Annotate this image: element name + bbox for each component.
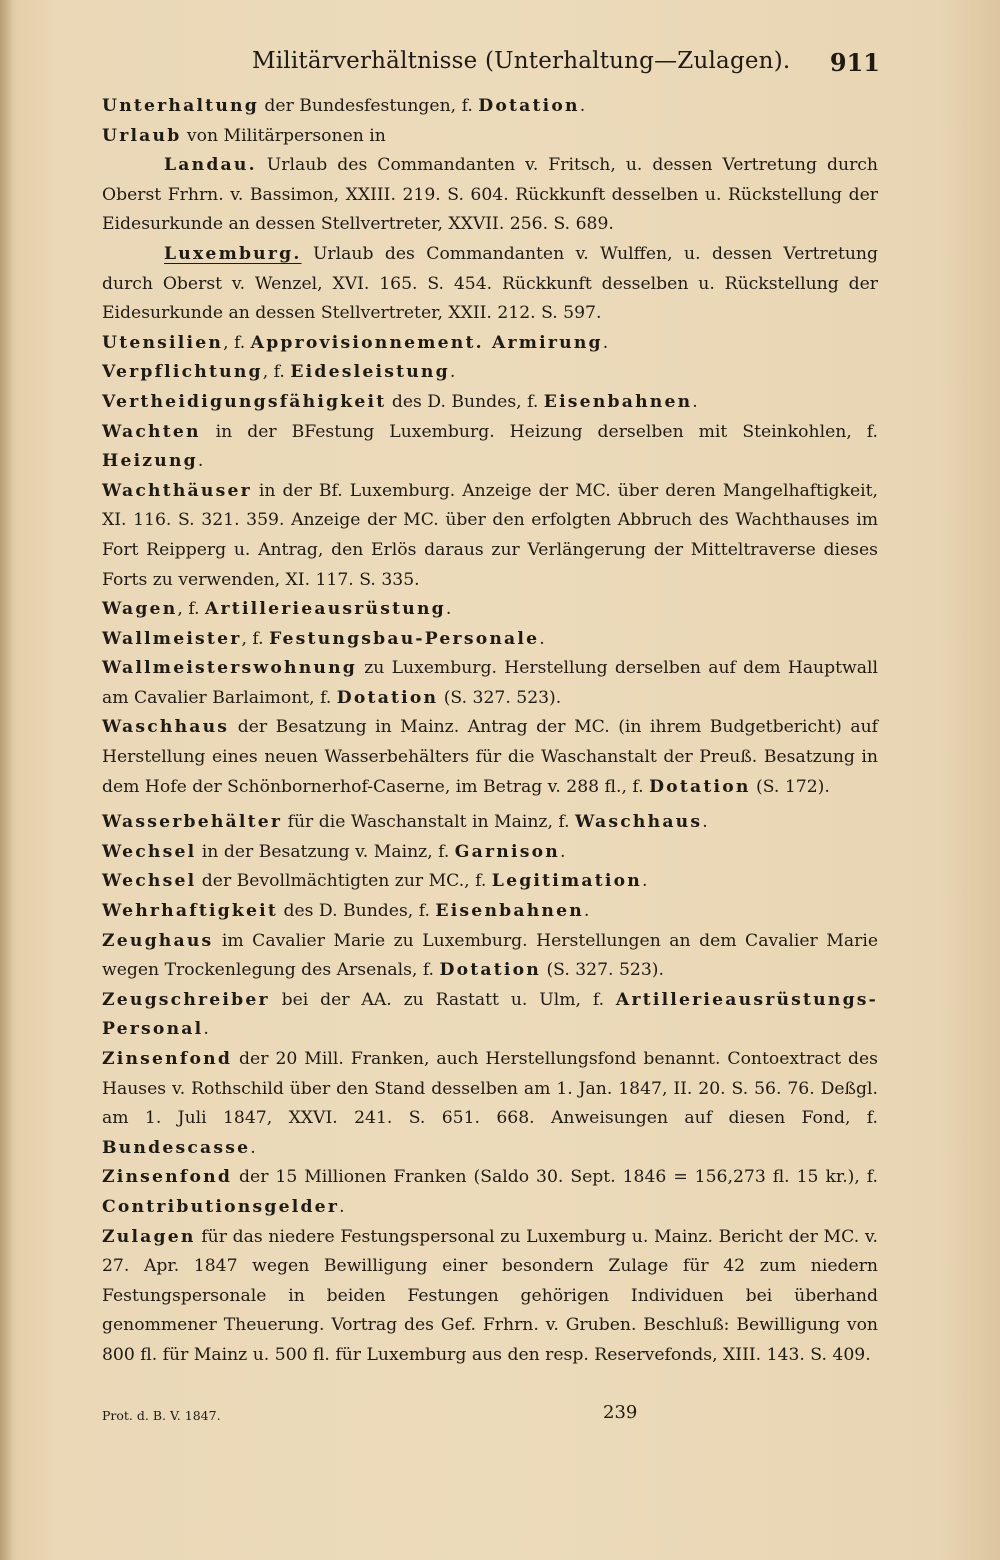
index-entry: [102, 1163, 878, 1222]
entry-tail: .: [339, 1196, 345, 1217]
index-entry: [102, 1045, 878, 1163]
cross-reference: Bundescasse: [102, 1137, 251, 1158]
entry-tail: (S. 327. 523).: [438, 687, 562, 708]
cross-reference: Approvisionnement. Armirung: [250, 332, 603, 353]
cross-reference: Artillerieausrüstungs-Personal: [102, 989, 878, 1040]
entry-tail: .: [692, 391, 698, 412]
index-subentry: [102, 240, 878, 329]
cross-reference: Dotation: [649, 776, 751, 797]
entry-keyword: Wachthäuser: [102, 480, 252, 501]
entry-keyword: Wagen: [102, 599, 178, 620]
entry-tail: .: [449, 362, 456, 383]
entry-keyword: Zulagen: [102, 1226, 196, 1247]
entry-keyword: Urlaub: [102, 125, 182, 146]
index-entry: [102, 654, 878, 713]
entry-keyword: Wallmeister: [102, 628, 242, 649]
index-entry: [102, 358, 878, 388]
entry-keyword: Wachten: [102, 421, 201, 442]
index-entry: [102, 92, 878, 122]
entry-text: , f.: [262, 362, 291, 383]
entry-text: Urlaub des Commandanten v. Wulffen, u. dessen Vertretung durch Oberst v. Wenzel, XVI. 165. S. 454. Rückkunft desselben u. Rückstellung der Eidesurkunde an dessen Stellvertreter, XXII. 212. S. 597.: [102, 243, 878, 324]
gutter-shadow: [0, 0, 14, 1560]
entry-text: bei der AA. zu Rastatt u. Ulm, f.: [269, 989, 616, 1010]
index-entry: [102, 329, 878, 359]
cross-reference: Contributionsgelder: [102, 1196, 340, 1217]
entry-text: in der Besatzung v. Mainz, f.: [196, 841, 455, 862]
entry-tail: .: [539, 628, 545, 649]
cross-reference: Eidesleistung: [290, 362, 450, 383]
entry-keyword: Wechsel: [102, 841, 197, 862]
entry-tail: .: [445, 599, 452, 620]
subentry-keyword: Landau.: [164, 155, 257, 176]
entry-text: , f.: [177, 599, 206, 620]
entry-tail: .: [583, 901, 590, 922]
index-entry: [102, 897, 878, 927]
index-entry: [102, 867, 878, 897]
entry-text: der 20 Mill. Franken, auch Herstellungsfond benannt. Contoextract des Hauses v. Rothschild über den Stand desselben am 1. Jan. 1847, II. 20. S. 56. 76. Deßgl. am 1. Juli 1847, XXVI. 241. S. 651. 668. Anweisungen auf diesen Fond, f.: [102, 1049, 878, 1129]
entry-keyword: Vertheidigungsfähigkeit: [102, 391, 387, 412]
index-subentry: [102, 151, 878, 240]
cross-reference: Eisenbahnen: [435, 901, 584, 922]
entry-text: in der BFestung Luxemburg. Heizung derselben mit Steinkohlen, f.: [200, 421, 878, 442]
entry-text: der 15 Millionen Franken (Saldo 30. Sept. 1846 = 156,273 fl. 15 kr.), f.: [232, 1167, 878, 1188]
entry-tail: (S. 172).: [750, 776, 830, 797]
index-entry: [102, 927, 878, 986]
index-entry: [102, 122, 878, 152]
entry-text: , f.: [223, 332, 251, 353]
index-entries: [102, 92, 878, 1371]
entry-keyword: Utensilien: [102, 332, 224, 353]
cross-reference: Dotation: [439, 960, 541, 981]
index-entry: [102, 477, 878, 595]
page-number: 911: [829, 48, 880, 77]
index-entry: [102, 986, 878, 1045]
entry-keyword: Wechsel: [102, 871, 197, 892]
cross-reference: Festungsbau-Personale: [269, 628, 540, 649]
subentry-keyword: Luxemburg.: [164, 243, 302, 264]
entry-text: von Militärpersonen in: [181, 125, 386, 146]
cross-reference: Artillerieausrüstung: [205, 599, 446, 620]
entry-text: des D. Bundes, f.: [278, 901, 436, 922]
page-header: [100, 48, 880, 84]
entry-text: der Bundesfestungen, f.: [258, 96, 479, 116]
signature-mark: 239: [603, 1402, 638, 1423]
entry-text: für die Waschanstalt in Mainz, f.: [282, 812, 576, 833]
index-entry: [102, 595, 878, 625]
entry-text: Urlaub des Commandanten v. Fritsch, u. dessen Vertretung durch Oberst Frhrn. v. Bassimon, XXIII. 219. S. 604. Rückkunft desselben u. Rückstellung der Eidesurkunde an dessen Stellvertreter, XXVII. 256. S. 689.: [102, 155, 878, 235]
entry-keyword: Unterhaltung: [102, 96, 259, 116]
index-entry: [102, 625, 878, 655]
entry-keyword: Wehrhaftigkeit: [102, 901, 279, 922]
index-entry: [102, 808, 878, 838]
entry-text: in der Bf. Luxemburg. Anzeige der MC. über deren Mangelhaftigkeit, XI. 116. S. 321. 359. Anzeige der MC. über den erfolgten Abbruch des Wachthauses im Fort Reipperg u. Antrag, den Erlös daraus zur Verlängerung der Mitteltraverse dieses Forts zu verwenden, XI. 117. S. 335.: [102, 480, 878, 590]
index-entry: [102, 388, 878, 418]
entry-tail: .: [203, 1019, 209, 1040]
cross-reference: Dotation: [478, 96, 580, 116]
cross-reference: Legitimation: [491, 871, 642, 892]
cross-reference: Eisenbahnen: [543, 391, 693, 412]
entry-tail: .: [197, 451, 204, 472]
entry-keyword: Zinsenfond: [102, 1167, 233, 1188]
page-footer: [102, 1402, 878, 1430]
entry-keyword: Waschhaus: [102, 717, 230, 738]
index-entry: [102, 1223, 878, 1371]
running-head: Militärverhältnisse (Unterhaltung—Zulagen).: [252, 48, 791, 74]
entry-tail: .: [250, 1137, 256, 1158]
entry-text: , f.: [241, 628, 270, 649]
entry-text: der Besatzung in Mainz. Antrag der MC. (in ihrem Budgetbericht) auf Herstellung eines neuen Wasserbehälters für die Waschanstalt der Preuß. Besatzung in dem Hofe der Schönbornerhof-Caserne, im Betrag v. 288 fl., f.: [102, 717, 878, 797]
entry-keyword: Wasserbehälter: [102, 812, 283, 833]
imprint: Prot. d. B. V. 1847.: [102, 1408, 221, 1423]
cross-reference: Waschhaus: [575, 812, 703, 833]
index-entry: [102, 713, 878, 802]
cross-reference: Garnison: [454, 841, 560, 862]
entry-tail: .: [579, 96, 586, 116]
entry-keyword: Zinsenfond: [102, 1049, 233, 1069]
cross-reference: Dotation: [336, 687, 439, 708]
entry-keyword: Zeughaus: [102, 930, 214, 951]
entry-tail: .: [641, 871, 648, 892]
index-entry: [102, 418, 878, 477]
index-entry: [102, 838, 878, 868]
entry-tail: .: [602, 332, 609, 353]
entry-text: im Cavalier Marie zu Luxemburg. Herstellungen an dem Cavalier Marie wegen Trockenlegung des Arsenals, f.: [102, 930, 878, 981]
entry-keyword: Verpflichtung: [102, 362, 263, 383]
entry-keyword: Zeugschreiber: [102, 989, 270, 1010]
entry-tail: (S. 327. 523).: [540, 960, 664, 981]
entry-text: für das niedere Festungspersonal zu Luxemburg u. Mainz. Bericht der MC. v. 27. Apr. 1847 wegen Bewilligung einer besondern Zulage für 42 zum niedern Festungspersonale in beiden Festungen gehörigen Individuen bei überhand genommener Theuerung. Vortrag des Gef. Frhrn. v. Gruben. Beschluß: Bewilligung von 800 fl. für Mainz u. 500 fl. für Luxemburg aus den resp. Reservefonds, XIII. 143. S. 409.: [102, 1226, 878, 1365]
entry-tail: .: [702, 812, 708, 833]
cross-reference: Heizung: [102, 451, 198, 472]
entry-keyword: Wallmeisterswohnung: [102, 658, 357, 679]
entry-text: zu Luxemburg. Herstellung derselben auf dem Hauptwall am Cavalier Barlaimont, f.: [102, 658, 878, 708]
entry-tail: .: [559, 841, 566, 862]
entry-text: der Bevollmächtigten zur MC., f.: [196, 871, 492, 892]
entry-text: des D. Bundes, f.: [386, 391, 544, 412]
